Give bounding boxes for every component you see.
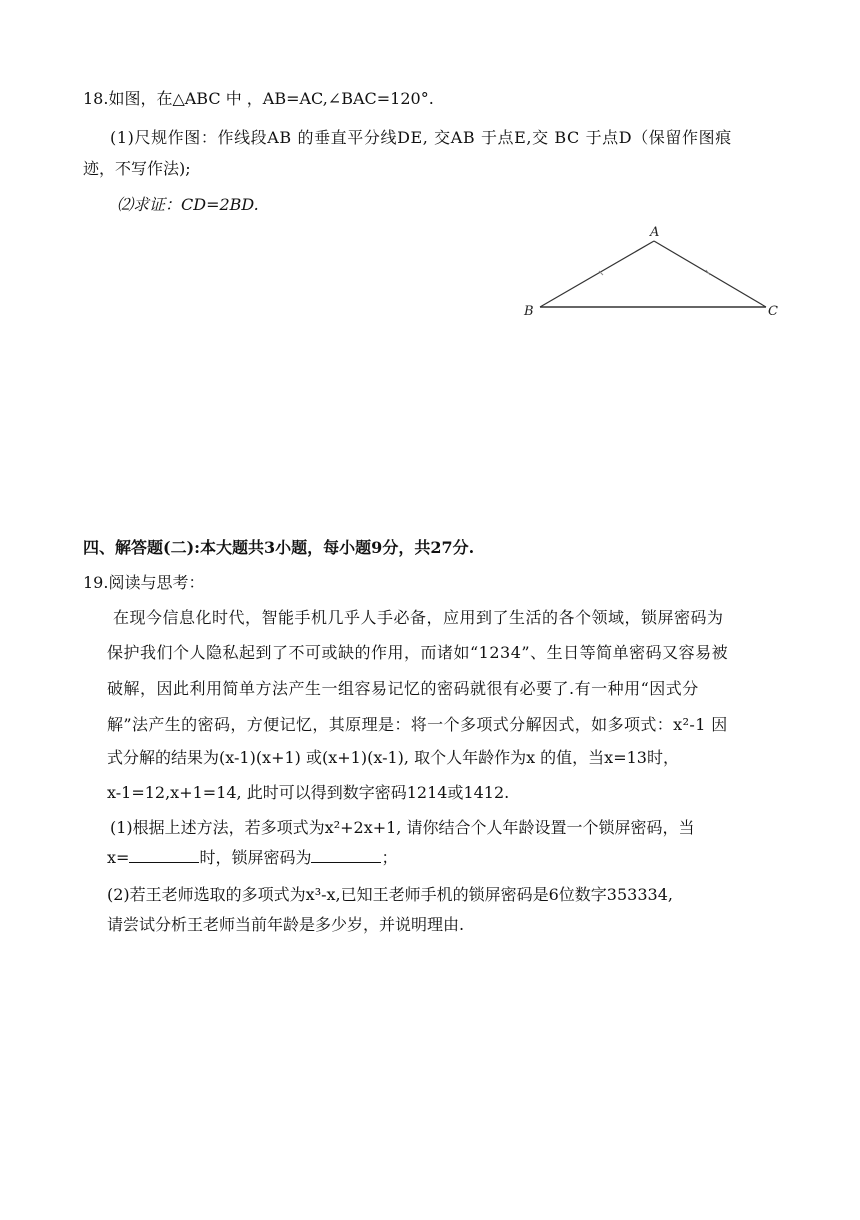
q18-title: 18.如图，在△ABC 中 ，AB=AC,∠BAC=120°. [83,89,434,108]
password-label: 时，锁屏密码为 [199,848,312,867]
q19-para-line: 保护我们个人隐私起到了不可或缺的作用，而诸如“1234”、生日等简单密码又容易被 [107,643,729,662]
label-a: A [650,225,660,240]
label-b: B [524,304,534,319]
age-blank[interactable] [129,846,199,863]
q19-part2-line1: (2)若王老师选取的多项式为x³-x,已知王老师手机的锁屏密码是6位数字353334, [107,885,673,904]
label-c: C [768,304,778,319]
q19-part1-line1: (1)根据上述方法，若多项式为x²+2x+1, 请你结合个人年龄设置一个锁屏密码，当 [110,818,695,837]
part1-end-punct: ； [381,848,398,867]
q18-part1-line1: (1)尺规作图：作线段AB 的垂直平分线DE, 交AB 于点E,交 BC 于点D（保留作图痕 [110,128,732,147]
q19-part2-line2: 请尝试分析王老师当前年龄是多少岁，并说明理由. [107,915,465,934]
q19-para-line: 解”法产生的密码，方便记忆，其原理是：将一个多项式分解因式，如多项式：x²-1 因 [107,715,728,734]
password-blank[interactable] [311,846,381,863]
q19-para-line: 在现今信息化时代，智能手机几乎人手必备，应用到了生活的各个领域，锁屏密码为 [113,608,724,627]
q19-para-line: x-1=12,x+1=14, 此时可以得到数字密码1214或1412. [107,783,510,802]
q18-part2: ⑵求证：CD=2BD. [117,195,259,214]
q19-part1-line2 [107,846,397,868]
triangle-abc-figure [515,222,795,332]
side-ac [654,241,766,307]
q19-title: 19.阅读与思考： [83,573,205,592]
x-equals-label: x= [107,848,130,867]
section4-heading: 四、解答题(二):本大题共3小题，每小题9分，共27分. [83,538,475,557]
side-ab [540,241,654,307]
q19-para-line: 破解，因此利用简单方法产生一组容易记忆的密码就很有必要了.有一种用“因式分 [107,679,699,698]
q18-part1-line2: 迹，不写作法); [83,159,191,178]
q19-para-line: 式分解的结果为(x-1)(x+1) 或(x+1)(x-1), 取个人年龄作为x 的值，当x=13时， [107,748,679,767]
